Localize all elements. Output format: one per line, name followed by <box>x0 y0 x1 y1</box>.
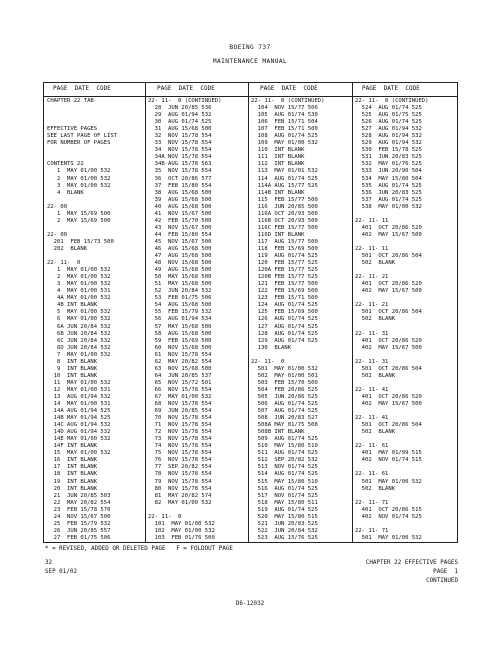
page-entry: 22- 11- 0 (CONTINUED) <box>251 98 325 104</box>
page-entry: 1 MAY 01/00 532 <box>47 267 111 274</box>
page-entry: 28 JUN 20/85 536 <box>148 105 212 112</box>
continued-label: CONTINUED <box>426 578 458 584</box>
page-entry: 402 MAY 15/67 500 <box>355 288 422 295</box>
page-entry: 104 NOV 15/77 506 <box>251 105 318 112</box>
page-entry: 79 NOV 15/78 554 <box>148 478 212 485</box>
page-entry: 54 AUG 15/68 500 <box>148 302 212 309</box>
page-entry: 22- 00 <box>47 203 68 210</box>
page-entry <box>355 493 428 500</box>
page-entry: 501 OCT 20/86 504 <box>355 253 422 260</box>
page-entry: 14B MAY 01/94 525 <box>47 415 111 422</box>
page-entry: 502 MAY 01/00 501 <box>251 372 318 379</box>
page-entry: 201 FEB 15/73 500 <box>47 238 114 245</box>
column-divider <box>352 82 353 543</box>
page-entry: 77 SEP 20/82 554 <box>148 464 212 471</box>
page-entry: 117 AUG 15/77 500 <box>251 238 318 245</box>
page-entry: 70 NOV 15/78 554 <box>148 415 212 422</box>
page-entry: 41 NOV 15/67 500 <box>148 210 212 217</box>
page-entry <box>355 464 428 471</box>
page-entry: 520 MAY 15/80 515 <box>251 513 318 520</box>
page-entry: 120B FEB 15/77 525 <box>251 274 318 281</box>
page-entry: CHAPTER 22 TAB <box>47 98 94 104</box>
page-entry <box>47 147 117 154</box>
page-entry: 22- 11- 71 <box>355 527 389 534</box>
page-entry: 116B OCT 20/93 500 <box>251 217 318 224</box>
column-divider <box>248 82 249 543</box>
page-entry: 34B AUG 15/78 563 <box>148 161 212 168</box>
page-entry: 534 MAY 15/80 504 <box>355 175 422 182</box>
page-entry: 401 MAY 01/99 515 <box>355 450 422 457</box>
page-entry: 118 FEB 15/69 500 <box>251 245 318 252</box>
manual-company-title: BOEING 737 <box>229 44 271 51</box>
page-entry: 105 AUG 01/74 530 <box>251 112 318 119</box>
page-entry: 74 NOV 15/78 554 <box>148 443 212 450</box>
page-entry: 49 AUG 15/68 500 <box>148 267 212 274</box>
page-entry: 502 BLANK <box>355 372 396 379</box>
page-entry: 3 MAY 01/00 532 <box>47 182 111 189</box>
page-entry: 508B INT BLANK <box>251 429 305 436</box>
column-header: PAGE DATE CODE <box>362 85 420 92</box>
page-entry: 202 BLANK <box>47 245 88 252</box>
page-entry: 22- 11- 11 <box>355 245 389 252</box>
column-divider <box>145 82 146 543</box>
page-entry: 47 AUG 15/68 500 <box>148 253 212 260</box>
page-entry: 10 INT BLANK <box>47 372 98 379</box>
page-entry: 64 JUN 20/85 537 <box>148 372 212 379</box>
page-entry: 402 MAY 15/67 500 <box>355 231 422 238</box>
page-entry: 110 INT BLANK <box>251 147 305 154</box>
page-label: PAGE 1 <box>433 569 458 575</box>
page-entry: 22- 11- 0 (CONTINUED) <box>148 98 222 104</box>
page-entry: 1 MAY 15/69 500 <box>47 210 111 217</box>
page-entry: 57 MAY 15/68 500 <box>148 323 212 330</box>
page-entry: 6C JUN 20/84 532 <box>47 337 111 344</box>
page-entry: 538 MAY 01/00 532 <box>355 203 422 210</box>
page-entry: 101 MAY 01/00 532 <box>148 520 215 527</box>
page-entry: 69 JUN 20/85 554 <box>148 408 212 415</box>
page-entry: 14C AUG 01/94 532 <box>47 422 111 429</box>
page-entry: 14A AUG 01/94 525 <box>47 408 111 415</box>
page-entry: 508 JUN 20/83 527 <box>251 415 318 422</box>
page-entry: 518 MAY 15/80 511 <box>251 499 318 506</box>
page-entry: 109 MAY 01/00 532 <box>251 140 318 147</box>
page-entry: 2 MAY 01/00 532 <box>47 175 111 182</box>
page-entry: 67 MAY 01/00 532 <box>148 393 212 400</box>
page-entry <box>355 211 428 218</box>
page-entry: 22- 11- 61 <box>355 471 389 478</box>
page-entry: 22- 11- 21 <box>355 274 389 281</box>
page-entry: 528 AUG 01/94 532 <box>355 133 422 140</box>
page-entry: 521 JUN 20/83 525 <box>251 520 318 527</box>
chapter-label: CHAPTER 22 EFFECTIVE PAGES <box>365 560 458 566</box>
page-entry: 123 FEB 15/71 500 <box>251 295 318 302</box>
page-entry: 5 MAY 01/00 532 <box>47 309 111 316</box>
page-entry: 29 AUG 01/94 532 <box>148 112 212 119</box>
page-entry: 63 NOV 15/68 500 <box>148 365 212 372</box>
page-entry <box>355 324 428 331</box>
page-entry: 401 OCT 20/86 520 <box>355 224 422 231</box>
page-entry: 17 INT BLANK <box>47 464 98 471</box>
page-entry: 36 OCT 20/86 577 <box>148 175 212 182</box>
page-entry: 31 AUG 15/68 500 <box>148 126 212 133</box>
page-entry: 401 OCT 20/86 520 <box>355 281 422 288</box>
page-entry: 22- 11- 61 <box>355 443 389 450</box>
page-entry: 78 NOV 15/78 554 <box>148 471 212 478</box>
page-entry: 124 AUG 01/74 525 <box>251 302 318 309</box>
legend-note: * = REVISED, ADDED OR DELETED PAGE F = FOLDOUT PAGE <box>45 546 233 552</box>
page-entry <box>355 295 428 302</box>
page-entry: 501 OCT 20/86 504 <box>355 309 422 316</box>
page-entry: SEE LAST PAGE OF LIST <box>47 133 118 140</box>
page-entry: 9 INT BLANK <box>47 365 98 372</box>
page-entry: 6 MAY 01/00 532 <box>47 316 111 323</box>
page-entry: 507 AUG 01/74 525 <box>251 408 318 415</box>
page-entry: 511 AUG 01/74 525 <box>251 450 318 457</box>
page-entry: 525 AUG 01/75 525 <box>355 112 422 119</box>
page-entry <box>355 408 428 415</box>
page-entry: 72 NOV 15/78 554 <box>148 429 212 436</box>
page-entry: 120 FEB 15/77 525 <box>251 260 318 267</box>
page-entry: 502 BLANK <box>355 260 396 267</box>
page-entry: 125 FEB 15/69 500 <box>251 309 318 316</box>
page-entry <box>47 119 117 126</box>
page-entry: 119 AUG 01/74 525 <box>251 253 318 260</box>
page-entry: 113 MAY 01/01 532 <box>251 168 318 175</box>
page-entry: 38 AUG 15/68 500 <box>148 189 212 196</box>
page-entry: 402 NOV 01/74 515 <box>355 457 422 464</box>
column-header: PAGE DATE CODE <box>157 85 215 92</box>
page-entry: 111 INT BLANK <box>251 154 305 161</box>
page-entry: 22- 11- 0 (CONTINUED) <box>355 98 429 104</box>
page-entry: 402 MAY 15/67 500 <box>355 344 422 351</box>
page-entry: 116C FEB 15/77 500 <box>251 224 318 231</box>
column-header: PAGE DATE CODE <box>260 85 318 92</box>
page-entry: 35 NOV 15/78 554 <box>148 168 212 175</box>
page-entry: 68 NOV 15/78 554 <box>148 401 212 408</box>
page-entry: 106 FEB 15/71 504 <box>251 119 318 126</box>
page-list-column-3 <box>251 98 324 542</box>
page-entry: 27 FEB 01/75 506 <box>47 534 111 541</box>
page-entry: 80 NOV 15/78 554 <box>148 485 212 492</box>
page-entry: 12 MAY 01/00 531 <box>47 386 111 393</box>
page-entry: 116D INT BLANK <box>251 231 305 238</box>
page-entry: 4 BLANK <box>47 189 84 196</box>
page-entry: 130 BLANK <box>251 344 292 351</box>
page-entry: 129 AUG 01/74 525 <box>251 337 318 344</box>
page-entry: 13 AUG 01/94 532 <box>47 393 111 400</box>
page-entry: 532 MAY 01/76 525 <box>355 161 422 168</box>
page-entry: 32 NOV 15/78 554 <box>148 133 212 140</box>
page-entry: 33 NOV 15/78 554 <box>148 140 212 147</box>
page-entry: 505 JUN 20/86 525 <box>251 393 318 400</box>
page-entry: 502 BLANK <box>355 485 396 492</box>
page-entry: 522 JUN 20/84 532 <box>251 527 318 534</box>
page-entry: 22- 11- 31 <box>355 330 389 337</box>
page-entry <box>355 380 428 387</box>
page-entry: 523 AUG 15/76 525 <box>251 534 318 541</box>
page-entry <box>355 521 428 528</box>
page-entry: 504 FEB 20/86 525 <box>251 386 318 393</box>
page-entry: 58 AUG 15/68 500 <box>148 330 212 337</box>
page-entry: 60 NOV 15/68 500 <box>148 344 212 351</box>
page-entry: 22- 11- 0 <box>47 260 81 267</box>
page-entry: FOR NUMBER OF PAGES <box>47 140 111 147</box>
page-entry: 22- 11- 21 <box>355 302 389 309</box>
page-entry <box>47 197 117 204</box>
page-entry: 22- 11- 71 <box>355 499 389 506</box>
page-entry: 103 FEB 01/76 500 <box>148 534 215 541</box>
page-entry: 530 FEB 15/78 525 <box>355 147 422 154</box>
page-entry: 516 AUG 01/74 525 <box>251 485 318 492</box>
page-entry: 501 OCT 20/86 504 <box>355 365 422 372</box>
page-entry: CONTENTS 22 <box>47 161 84 168</box>
page-entry: 40 AUG 15/68 500 <box>148 203 212 210</box>
page-entry: 66 NOV 15/78 554 <box>148 386 212 393</box>
page-entry: 514 AUG 01/74 525 <box>251 471 318 478</box>
page-entry <box>47 154 117 161</box>
page-entry: 402 MAY 15/67 500 <box>355 401 422 408</box>
page-entry: 4B INT BLANK <box>47 302 98 309</box>
page-entry <box>47 225 117 232</box>
page-entry <box>47 105 117 112</box>
page-entry: 2 MAY 01/00 532 <box>47 274 111 281</box>
page-list-column-1 <box>47 98 117 542</box>
page-entry: 517 NOV 01/74 525 <box>251 492 318 499</box>
page-entry: 81 MAY 20/82 574 <box>148 492 212 499</box>
page-entry: 26 JUN 20/85 557 <box>47 527 111 534</box>
page-entry: 107 FEB 15/71 500 <box>251 126 318 133</box>
page-entry: EFFECTIVE PAGES <box>47 126 98 133</box>
page-entry: 14F INT BLANK <box>47 443 98 450</box>
page-entry: 55 FEB 15/79 532 <box>148 309 212 316</box>
page-entry: 43 NOV 15/67 500 <box>148 224 212 231</box>
page-entry: 526 AUG 01/74 525 <box>355 119 422 126</box>
page-entry: 508A MAY 01/75 508 <box>251 422 318 429</box>
page-entry: 127 AUG 01/74 525 <box>251 323 318 330</box>
page-entry: 114 AUG 01/74 525 <box>251 175 318 182</box>
page-entry: 20 INT BLANK <box>47 485 98 492</box>
page-entry: 506 AUG 01/74 525 <box>251 401 318 408</box>
page-entry: 513 NOV 01/74 525 <box>251 464 318 471</box>
page-entry: 3 MAY 01/00 532 <box>47 281 111 288</box>
page-entry <box>355 267 428 274</box>
page-entry: 22- 11- 11 <box>355 217 389 224</box>
page-entry <box>148 507 221 514</box>
page-entry <box>355 352 428 359</box>
page-entry: 76 NOV 15/78 554 <box>148 457 212 464</box>
page-entry: 6A JUN 20/84 532 <box>47 323 111 330</box>
page-entry: 22 MAY 20/82 554 <box>47 499 111 506</box>
page-entry: 524 AUG 01/74 525 <box>355 105 422 112</box>
page-entry: 4A MAY 01/00 532 <box>47 295 111 302</box>
page-entry: 19 INT BLANK <box>47 478 98 485</box>
page-entry: 14 MAY 01/00 531 <box>47 401 111 408</box>
page-entry: 82 MAY 01/00 532 <box>148 499 212 506</box>
page-number-left: 32 <box>45 560 53 566</box>
page-entry: 519 AUG 01/74 525 <box>251 506 318 513</box>
page-entry: 502 BLANK <box>355 429 396 436</box>
page-entry: 48 NOV 15/68 500 <box>148 260 212 267</box>
page-entry: 16 INT BLANK <box>47 457 98 464</box>
page-entry <box>47 112 117 119</box>
page-entry: 4 MAY 01/00 531 <box>47 288 111 295</box>
page-entry: 7 MAY 01/00 532 <box>47 351 111 358</box>
page-entry: 42 FEB 15/70 500 <box>148 217 212 224</box>
page-entry: 22- 11- 41 <box>355 386 389 393</box>
page-entry: 6B JUN 20/84 532 <box>47 330 111 337</box>
page-entry: 61 NOV 15/78 554 <box>148 351 212 358</box>
page-entry <box>355 239 428 246</box>
page-entry: 108 AUG 01/74 525 <box>251 133 318 140</box>
page-entry: 37 FEB 15/80 554 <box>148 182 212 189</box>
page-entry: 401 OCT 20/86 520 <box>355 393 422 400</box>
page-entry: 115 FEB 15/77 500 <box>251 196 318 203</box>
page-entry: 128 AUG 01/74 525 <box>251 330 318 337</box>
page-entry: 14D AUG 01/94 532 <box>47 429 111 436</box>
page-entry: 401 OCT 20/86 515 <box>355 506 422 513</box>
page-entry: 22- 00 <box>47 231 68 238</box>
page-entry: 501 MAY 01/00 532 <box>355 534 422 541</box>
page-entry: 56 AUG 01/94 534 <box>148 316 212 323</box>
manual-title: MAINTENANCE MANUAL <box>212 58 288 65</box>
page-entry: 39 AUG 15/68 500 <box>148 196 212 203</box>
page-entry: 501 MAY 01/00 532 <box>251 365 318 372</box>
page-entry: 22- 11- 0 <box>148 513 182 520</box>
header-divider <box>43 96 458 97</box>
page-entry: 6D JUN 20/84 532 <box>47 344 111 351</box>
page-entry: 22- 11- 0 <box>251 358 285 365</box>
page-entry: 2 MAY 15/69 500 <box>47 217 111 224</box>
page-entry: 512 SEP 20/82 532 <box>251 457 318 464</box>
page-entry: 62 MAY 20/82 554 <box>148 358 212 365</box>
page-entry: 531 JUN 20/83 525 <box>355 154 422 161</box>
page-entry: 44 FEB 15/80 554 <box>148 231 212 238</box>
page-entry: 1 MAY 01/00 532 <box>47 168 111 175</box>
page-list-column-4 <box>355 98 428 542</box>
page-entry: 71 NOV 15/78 554 <box>148 422 212 429</box>
page-entry: 51 MAY 15/68 500 <box>148 281 212 288</box>
page-entry: 116A OCT 20/93 500 <box>251 210 318 217</box>
page-entry: 59 FEB 15/69 500 <box>148 337 212 344</box>
page-entry: 533 JUN 20/90 504 <box>355 168 422 175</box>
page-entry: 120A FEB 15/77 525 <box>251 267 318 274</box>
page-entry: 52 JUN 20/84 532 <box>148 288 212 295</box>
page-entry: 102 MAY 01/00 532 <box>148 527 215 534</box>
page-entry: 34 NOV 15/78 554 <box>148 147 212 154</box>
page-entry: 34A NOV 15/78 554 <box>148 154 212 161</box>
page-entry <box>355 436 428 443</box>
page-entry: 25 FEB 15/79 532 <box>47 520 111 527</box>
page-entry: 536 JUN 20/83 525 <box>355 189 422 196</box>
page-entry: 503 FEB 15/70 500 <box>251 379 318 386</box>
page-entry: 114B INT BLANK <box>251 189 305 196</box>
page-entry: 535 AUG 01/74 525 <box>355 182 422 189</box>
page-entry: 529 AUG 01/94 532 <box>355 140 422 147</box>
page-entry: 116 JUN 20/85 500 <box>251 203 318 210</box>
page-entry <box>251 352 324 359</box>
page-entry: 65 NOV 15/72 501 <box>148 379 212 386</box>
page-entry: 527 AUG 01/94 532 <box>355 126 422 133</box>
page-entry: 114A AUG 15/77 525 <box>251 182 318 189</box>
page-entry: 112 INT BLANK <box>251 161 305 168</box>
page-entry: 18 INT BLANK <box>47 471 98 478</box>
page-entry: 30 AUG 01/74 525 <box>148 119 212 126</box>
page-entry: 509 AUG 01/74 525 <box>251 436 318 443</box>
page-entry: 24 NOV 15/67 500 <box>47 513 111 520</box>
document-number: D6-12032 <box>235 601 265 607</box>
page-entry: 401 OCT 20/86 520 <box>355 337 422 344</box>
page-entry: 14E MAY 01/00 532 <box>47 436 111 443</box>
page-entry: 501 OCT 20/86 504 <box>355 422 422 429</box>
page-entry: 122 FEB 15/69 500 <box>251 288 318 295</box>
page-entry <box>47 253 117 260</box>
page-entry: 537 AUG 01/74 525 <box>355 196 422 203</box>
column-header: PAGE DATE CODE <box>53 85 111 92</box>
page-entry: 46 AUG 15/68 500 <box>148 245 212 252</box>
page-entry: 8 INT BLANK <box>47 358 98 365</box>
revision-date: SEP 01/02 <box>45 569 77 575</box>
page-entry: 126 AUG 01/74 525 <box>251 316 318 323</box>
page-entry: 515 MAY 15/80 510 <box>251 478 318 485</box>
page-entry: 11 MAY 01/00 532 <box>47 379 111 386</box>
page-entry: 22- 11- 31 <box>355 358 389 365</box>
page-entry: 75 NOV 15/78 554 <box>148 450 212 457</box>
page-entry: 121 FEB 15/77 500 <box>251 281 318 288</box>
page-entry: 50 MAY 15/68 500 <box>148 274 212 281</box>
page-entry: 510 MAY 15/80 510 <box>251 443 318 450</box>
page-entry: 23 FEB 15/78 570 <box>47 506 111 513</box>
page-entry: 22- 11- 41 <box>355 415 389 422</box>
page-entry: 501 MAY 01/00 532 <box>355 478 422 485</box>
page-entry: 45 NOV 15/67 500 <box>148 238 212 245</box>
page-entry: 53 FEB 01/75 506 <box>148 295 212 302</box>
page-entry: 73 NOV 15/78 554 <box>148 436 212 443</box>
page-entry: 15 MAY 01/00 532 <box>47 450 111 457</box>
page-entry: 402 NOV 01/74 525 <box>355 513 422 520</box>
page-entry: 21 JUN 20/85 503 <box>47 492 111 499</box>
page-list-column-2 <box>148 98 221 542</box>
page-entry: 502 BLANK <box>355 316 396 323</box>
